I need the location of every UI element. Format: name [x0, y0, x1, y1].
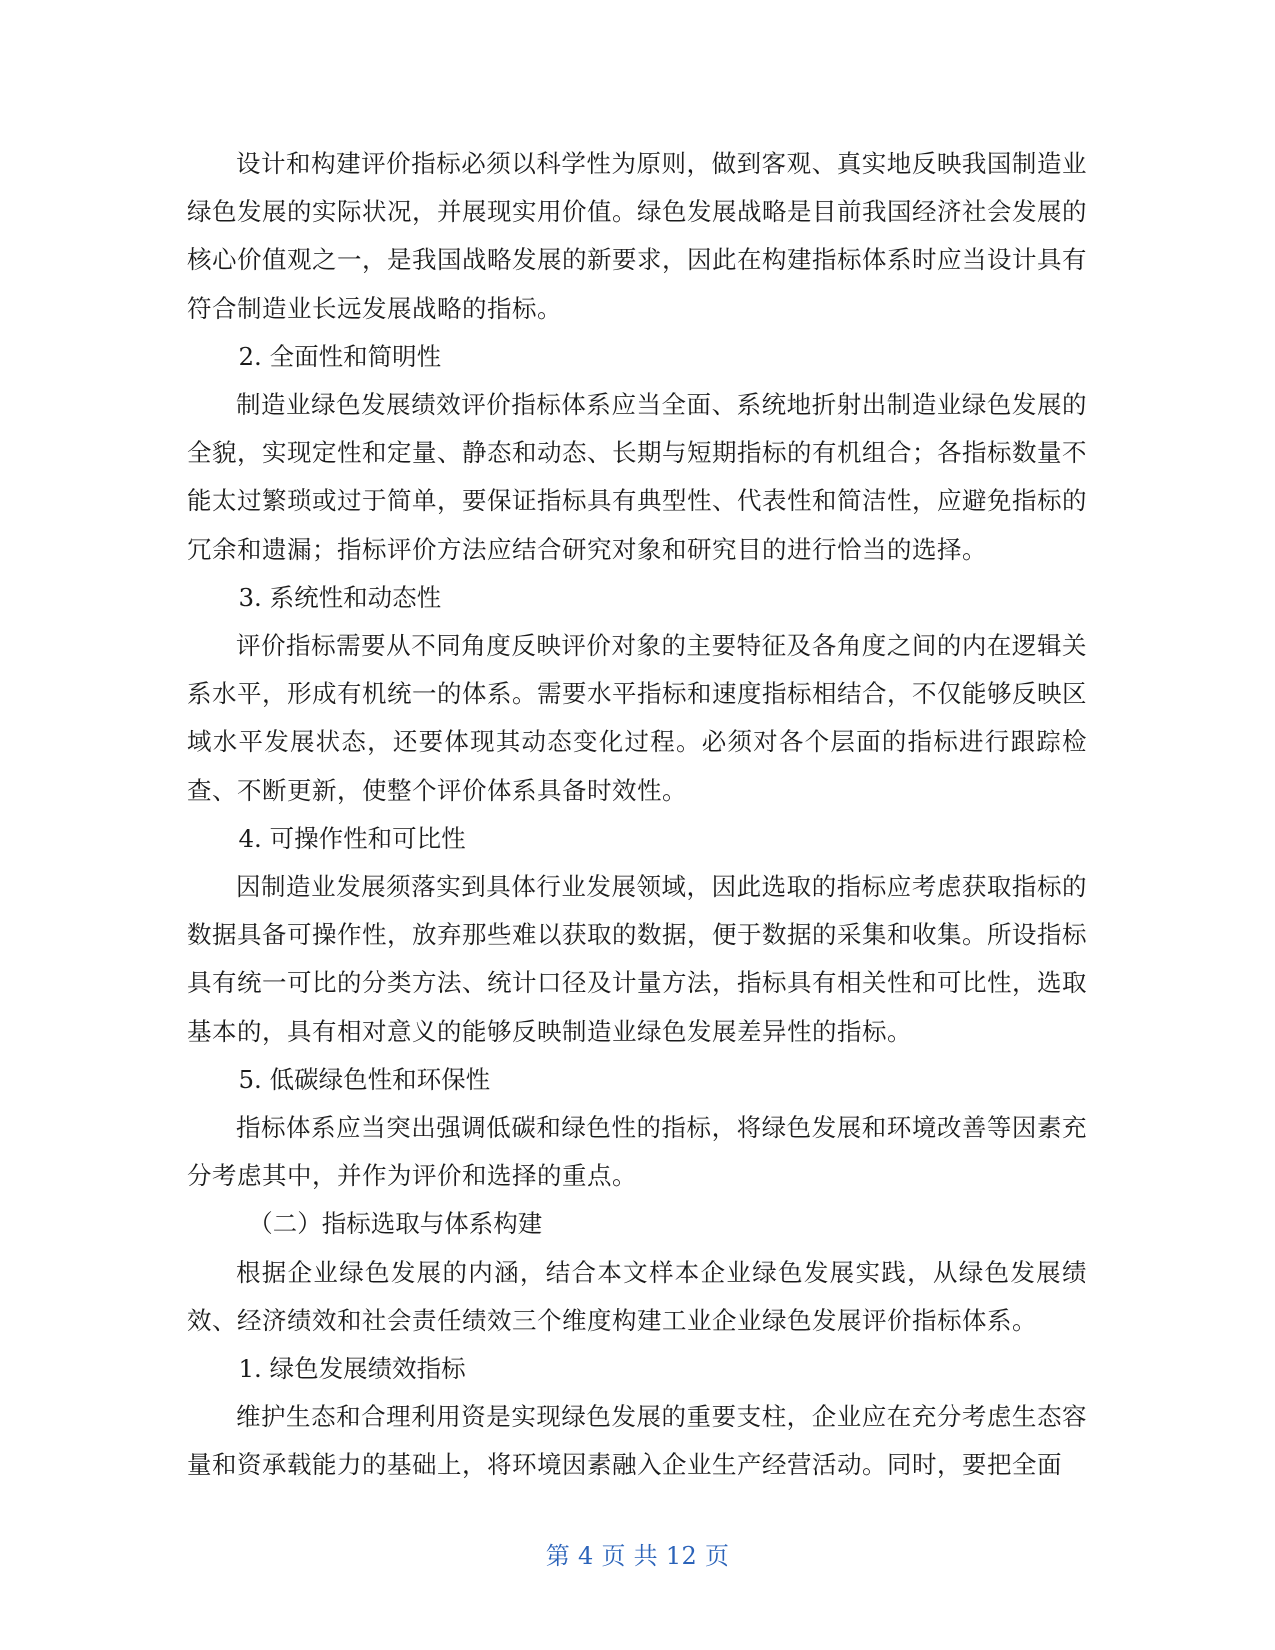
footer-suffix: 页	[705, 1542, 730, 1570]
paragraph-indicator-selection: 根据企业绿色发展的内涵，结合本文样本企业绿色发展实践，从绿色发展绩效、经济绩效和社会责任绩效三个维度构建工业企业绿色发展评价指标体系。	[187, 1257, 1087, 1335]
page-footer	[0, 1536, 1275, 1571]
section-heading-indicator-selection: （二）指标选取与体系构建	[248, 1209, 543, 1239]
document-body	[187, 140, 1087, 1490]
heading-green-performance: 1. 绿色发展绩效指标	[238, 1354, 466, 1384]
heading-systematic: 3. 系统性和动态性	[238, 582, 442, 612]
footer-current-page: 4	[577, 1542, 594, 1570]
heading-low-carbon: 5. 低碳绿色性和环保性	[238, 1064, 491, 1094]
paragraph-low-carbon: 指标体系应当突出强调低碳和绿色性的指标，将绿色发展和环境改善等因素充分考虑其中，并作为评价和选择的重点。	[187, 1113, 1087, 1191]
footer-prefix: 第	[545, 1542, 570, 1570]
paragraph-green-performance: 维护生态和合理利用资是实现绿色发展的重要支柱，企业应在充分考虑生态容量和资承载能力的基础上，将环境因素融入企业生产经营活动。同时，要把全面	[187, 1402, 1087, 1480]
heading-comprehensiveness: 2. 全面性和简明性	[238, 341, 442, 371]
paragraph-operability: 因制造业发展须落实到具体行业发展领域，因此选取的指标应考虑获取指标的数据具备可操作性，放弃那些难以获取的数据，便于数据的采集和收集。所设指标具有统一可比的分类方法、统计口径及计量方法，指标具有相关性和可比性，选取基本的，具有相对意义的能够反映制造业绿色发展差异性的指标。	[187, 872, 1087, 1046]
paragraph-systematic: 评价指标需要从不同角度反映评价对象的主要特征及各角度之间的内在逻辑关系水平，形成有机统一的体系。需要水平指标和速度指标相结合，不仅能够反映区域水平发展状态，还要体现其动态变化过程。必须对各个层面的指标进行跟踪检查、不断更新，使整个评价体系具备时效性。	[187, 631, 1087, 805]
paragraph-comprehensiveness: 制造业绿色发展绩效评价指标体系应当全面、系统地折射出制造业绿色发展的全貌，实现定性和定量、静态和动态、长期与短期指标的有机组合；各指标数量不能太过繁琐或过于简单，要保证指标具有典型性、代表性和简洁性，应避免指标的冗余和遗漏；指标评价方法应结合研究对象和研究目的进行恰当的选择。	[187, 390, 1087, 564]
footer-total-pages: 12	[665, 1542, 698, 1570]
heading-operability: 4. 可操作性和可比性	[238, 823, 466, 853]
footer-middle: 页 共	[601, 1542, 658, 1570]
paragraph-scientific: 设计和构建评价指标必须以科学性为原则，做到客观、真实地反映我国制造业绿色发展的实际状况，并展现实用价值。绿色发展战略是目前我国经济社会发展的核心价值观之一，是我国战略发展的新要求，因此在构建指标体系时应当设计具有符合制造业长远发展战略的指标。	[187, 149, 1087, 323]
